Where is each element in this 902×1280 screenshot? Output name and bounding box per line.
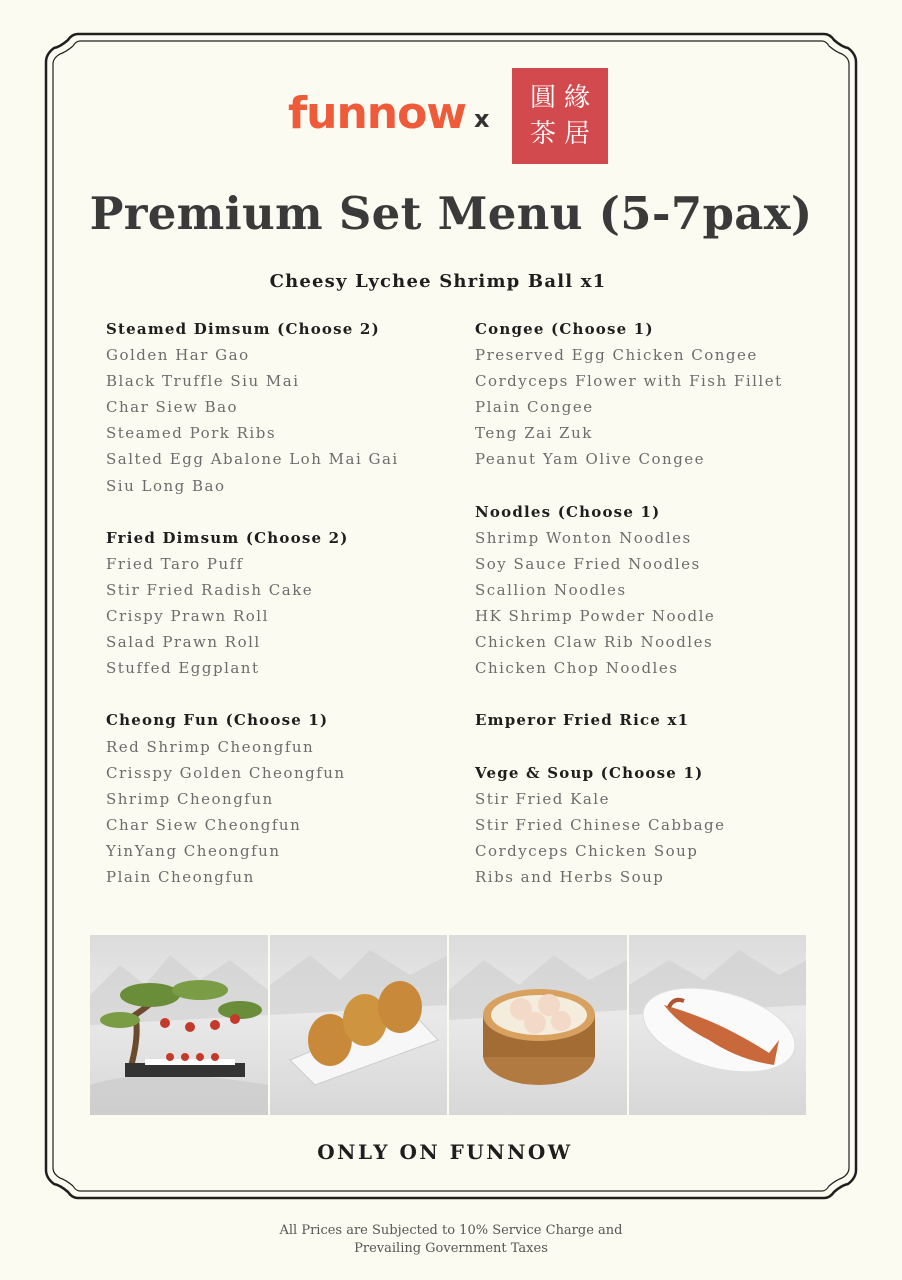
menu-item: Scallion Noodles xyxy=(475,580,627,599)
fish-shaped-dish-photo xyxy=(629,935,807,1115)
menu-item: Teng Zai Zuk xyxy=(475,424,593,443)
menu-item: HK Shrimp Powder Noodle xyxy=(475,607,716,626)
section-items xyxy=(475,786,835,890)
menu-item: Black Truffle Siu Mai xyxy=(106,372,300,391)
section-title: Emperor Fried Rice x1 xyxy=(475,711,690,730)
section-title: Congee (Choose 1) xyxy=(475,320,654,338)
section-title: Fried Dimsum (Choose 2) xyxy=(106,528,349,547)
food-photo-gallery xyxy=(90,935,806,1115)
menu-item: Ribs and Herbs Soup xyxy=(475,867,665,886)
fried-taro-puff-photo xyxy=(270,935,448,1115)
featured-item: Cheesy Lychee Shrimp Ball x1 xyxy=(269,271,607,292)
menu-item: Plain Cheongfun xyxy=(106,867,255,886)
menu-item: Soy Sauce Fried Noodles xyxy=(475,554,701,573)
only-on-funnow-tagline: ONLY ON FUNNOW xyxy=(317,1140,573,1164)
menu-right-column xyxy=(475,316,835,916)
menu-item: Cordyceps Chicken Soup xyxy=(475,841,699,860)
menu-section xyxy=(475,760,835,890)
menu-item: Golden Har Gao xyxy=(106,346,250,365)
menu-item: Shrimp Cheongfun xyxy=(106,789,274,808)
menu-item: Siu Long Bao xyxy=(106,476,226,495)
logo-char: 緣 xyxy=(563,83,590,113)
menu-item: Fried Taro Puff xyxy=(106,554,244,573)
menu-item: Stir Fried Kale xyxy=(475,789,610,808)
menu-section xyxy=(106,525,466,682)
logo-char: 居 xyxy=(563,119,590,149)
menu-item: Crispy Prawn Roll xyxy=(106,607,269,626)
menu-item: Chicken Chop Noodles xyxy=(475,659,679,678)
menu-section xyxy=(475,316,835,473)
menu-title: Premium Set Menu (5-7pax) xyxy=(89,187,813,240)
steamed-dumplings-basket-photo xyxy=(449,935,627,1115)
menu-item: Cordyceps Flower with Fish Fillet xyxy=(475,372,783,391)
menu-section xyxy=(475,499,835,682)
section-title: Vege & Soup (Choose 1) xyxy=(475,763,704,782)
menu-item: Salad Prawn Roll xyxy=(106,633,261,652)
menu-item: Red Shrimp Cheongfun xyxy=(106,737,315,756)
section-items xyxy=(475,525,835,682)
section-items xyxy=(475,342,835,472)
collab-x-symbol: x xyxy=(474,105,490,133)
logo-char: 圓 xyxy=(529,83,556,113)
menu-item: Shrimp Wonton Noodles xyxy=(475,528,692,547)
section-title: Steamed Dimsum (Choose 2) xyxy=(106,320,380,338)
menu-item: Salted Egg Abalone Loh Mai Gai xyxy=(106,450,399,469)
bonsai-tree-dish-photo xyxy=(90,935,268,1115)
menu-item: Stuffed Eggplant xyxy=(106,659,260,678)
section-items xyxy=(106,734,466,891)
disclaimer-line: Prevailing Government Taxes xyxy=(354,1241,548,1256)
menu-item: Plain Congee xyxy=(475,398,594,417)
section-items xyxy=(106,551,466,681)
menu-item: YinYang Cheongfun xyxy=(106,841,281,860)
funnow-logo: funnow xyxy=(288,88,466,139)
partner-restaurant-logo xyxy=(512,68,608,164)
menu-left-column xyxy=(106,316,466,916)
menu-section xyxy=(106,707,466,890)
logo-char: 茶 xyxy=(529,119,556,149)
menu-item: Char Siew Bao xyxy=(106,398,239,417)
menu-item: Crisspy Golden Cheongfun xyxy=(106,763,346,782)
section-title: Cheong Fun (Choose 1) xyxy=(106,711,329,730)
menu-item: Char Siew Cheongfun xyxy=(106,815,302,834)
menu-section xyxy=(106,316,466,499)
price-disclaimer xyxy=(0,1222,902,1258)
menu-section xyxy=(475,707,835,733)
menu-item: Chicken Claw Rib Noodles xyxy=(475,633,714,652)
menu-item: Stir Fried Chinese Cabbage xyxy=(475,815,726,834)
menu-item: Preserved Egg Chicken Congee xyxy=(475,346,758,365)
disclaimer-line: All Prices are Subjected to 10% Service Charge and xyxy=(279,1223,623,1238)
menu-item: Stir Fried Radish Cake xyxy=(106,580,314,599)
menu-item: Steamed Pork Ribs xyxy=(106,424,277,443)
section-items xyxy=(106,342,466,499)
menu-item: Peanut Yam Olive Congee xyxy=(475,450,706,469)
section-title: Noodles (Choose 1) xyxy=(475,502,661,521)
